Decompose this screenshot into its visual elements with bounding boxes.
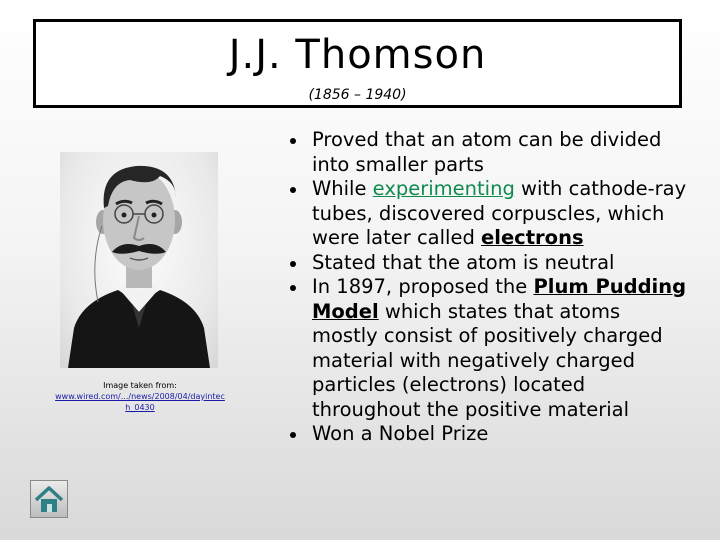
bullet-dot-icon	[290, 138, 296, 144]
bullet-item	[288, 128, 688, 177]
bullet-text: with cathode-ray tubes, discovered corpuscles, which were later called	[312, 177, 687, 249]
bullet-list	[288, 128, 688, 447]
bullet-item	[288, 275, 688, 422]
emphasized-term: electrons	[481, 226, 584, 249]
bullet-dot-icon	[290, 285, 296, 291]
bullet-dot-icon	[290, 187, 296, 193]
bullet-text: Proved that an atom can be divided into smaller parts	[312, 128, 662, 176]
bullet-text: Stated that the atom is neutral	[312, 250, 615, 274]
bullet-text: In 1897, proposed the	[312, 275, 534, 298]
bullet-item	[288, 177, 688, 251]
hyperlink-text[interactable]: experimenting	[372, 177, 515, 200]
bullet-text: Won a Nobel Prize	[312, 422, 489, 445]
home-icon	[31, 481, 67, 517]
image-caption	[55, 380, 225, 413]
bullet-dot-icon	[290, 261, 296, 267]
caption-source-link[interactable]: www.wired.com/.../news/2008/04/dayintech_0430	[55, 392, 225, 412]
bullet-item	[288, 422, 688, 447]
slide-title: J.J. Thomson	[228, 32, 487, 78]
bullet-item	[288, 251, 688, 276]
home-button[interactable]	[30, 480, 68, 518]
bullet-text: which states that atoms mostly consist of positively charged material with negatively charged particles (electrons) located throughout the positive material	[312, 299, 663, 421]
bullet-text: While	[312, 177, 373, 200]
slide-dates: (1856 – 1940)	[308, 87, 407, 103]
caption-prefix: Image taken from:	[103, 381, 177, 390]
portrait-photo	[60, 152, 218, 368]
title-box	[33, 19, 682, 108]
portrait-illustration	[60, 152, 218, 368]
emphasized-term: Plum Pudding Model	[312, 275, 687, 323]
bullet-dot-icon	[290, 432, 296, 438]
